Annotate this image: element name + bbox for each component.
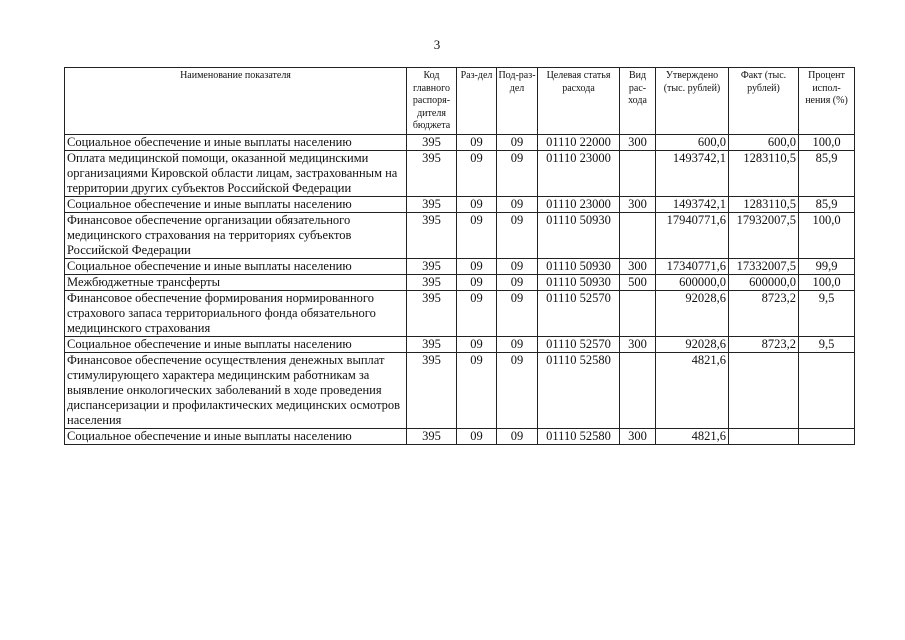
row-percent (799, 352, 855, 428)
row-subsection: 09 (497, 336, 538, 352)
row-code: 395 (407, 196, 457, 212)
row-section: 09 (457, 352, 497, 428)
row-code: 395 (407, 336, 457, 352)
table-row (65, 336, 855, 352)
row-fact: 17332007,5 (729, 258, 799, 274)
row-fact: 600000,0 (729, 274, 799, 290)
row-target: 01110 23000 (538, 150, 620, 196)
row-subsection: 09 (497, 258, 538, 274)
row-fact: 8723,2 (729, 336, 799, 352)
row-type: 300 (620, 196, 656, 212)
row-approved: 17340771,6 (656, 258, 729, 274)
table-row (65, 258, 855, 274)
row-fact: 600,0 (729, 134, 799, 150)
row-approved: 1493742,1 (656, 150, 729, 196)
header-name: Наименование показателя (65, 68, 407, 135)
row-percent: 85,9 (799, 150, 855, 196)
row-target: 01110 50930 (538, 212, 620, 258)
header-approved: Утверждено (тыс. рублей) (656, 68, 729, 135)
row-target: 01110 52570 (538, 336, 620, 352)
row-percent: 99,9 (799, 258, 855, 274)
row-section: 09 (457, 258, 497, 274)
row-target: 01110 23000 (538, 196, 620, 212)
row-approved: 92028,6 (656, 290, 729, 336)
row-code: 395 (407, 352, 457, 428)
row-fact (729, 352, 799, 428)
row-approved: 1493742,1 (656, 196, 729, 212)
row-section: 09 (457, 336, 497, 352)
table-header-row (65, 68, 855, 135)
row-section: 09 (457, 274, 497, 290)
row-name: Социальное обеспечение и иные выплаты населению (65, 134, 407, 150)
row-type: 300 (620, 428, 656, 444)
row-approved: 92028,6 (656, 336, 729, 352)
row-code: 395 (407, 290, 457, 336)
row-section: 09 (457, 428, 497, 444)
row-code: 395 (407, 212, 457, 258)
row-name: Социальное обеспечение и иные выплаты населению (65, 336, 407, 352)
row-subsection: 09 (497, 150, 538, 196)
row-name: Финансовое обеспечение формирования нормированного страхового запаса территориального фонда обязательного медицинского страхования (65, 290, 407, 336)
row-fact (729, 428, 799, 444)
row-name: Финансовое обеспечение осуществления денежных выплат стимулирующего характера медицинским работникам за выявление онкологических заболеваний в ходе проведения диспансеризации и профилактических медицинских осмотров населения (65, 352, 407, 428)
row-approved: 4821,6 (656, 428, 729, 444)
header-subsection: Под-раз-дел (497, 68, 538, 135)
row-percent: 85,9 (799, 196, 855, 212)
table-row (65, 428, 855, 444)
row-type (620, 150, 656, 196)
row-subsection: 09 (497, 134, 538, 150)
row-type (620, 352, 656, 428)
row-percent: 100,0 (799, 274, 855, 290)
row-section: 09 (457, 134, 497, 150)
page-number: 3 (433, 37, 441, 52)
row-approved: 4821,6 (656, 352, 729, 428)
row-target: 01110 50930 (538, 274, 620, 290)
table-row (65, 290, 855, 336)
row-percent: 100,0 (799, 134, 855, 150)
row-subsection: 09 (497, 274, 538, 290)
row-fact: 8723,2 (729, 290, 799, 336)
header-percent: Процент испол-нения (%) (799, 68, 855, 135)
row-approved: 17940771,6 (656, 212, 729, 258)
row-percent: 100,0 (799, 212, 855, 258)
budget-execution-table (64, 67, 855, 445)
row-subsection: 09 (497, 290, 538, 336)
row-code: 395 (407, 258, 457, 274)
row-fact: 1283110,5 (729, 196, 799, 212)
row-code: 395 (407, 274, 457, 290)
row-type: 300 (620, 134, 656, 150)
table-row (65, 274, 855, 290)
row-percent (799, 428, 855, 444)
table-row (65, 150, 855, 196)
row-code: 395 (407, 428, 457, 444)
row-name: Социальное обеспечение и иные выплаты населению (65, 196, 407, 212)
table-row (65, 352, 855, 428)
table-row (65, 212, 855, 258)
row-target: 01110 22000 (538, 134, 620, 150)
row-target: 01110 52580 (538, 428, 620, 444)
row-approved: 600,0 (656, 134, 729, 150)
row-subsection: 09 (497, 196, 538, 212)
row-code: 395 (407, 150, 457, 196)
row-fact: 17932007,5 (729, 212, 799, 258)
header-type: Вид рас-хода (620, 68, 656, 135)
row-approved: 600000,0 (656, 274, 729, 290)
row-subsection: 09 (497, 352, 538, 428)
row-section: 09 (457, 290, 497, 336)
row-name: Социальное обеспечение и иные выплаты населению (65, 258, 407, 274)
row-section: 09 (457, 150, 497, 196)
table-row (65, 196, 855, 212)
row-type (620, 212, 656, 258)
row-name: Финансовое обеспечение организации обязательного медицинского страхования на территориях субъектов Российской Федерации (65, 212, 407, 258)
header-fact: Факт (тыс. рублей) (729, 68, 799, 135)
row-subsection: 09 (497, 212, 538, 258)
row-name: Межбюджетные трансферты (65, 274, 407, 290)
row-type (620, 290, 656, 336)
header-code: Код главного распоря-дителя бюджета (407, 68, 457, 135)
row-name: Социальное обеспечение и иные выплаты населению (65, 428, 407, 444)
row-target: 01110 52570 (538, 290, 620, 336)
row-target: 01110 50930 (538, 258, 620, 274)
row-code: 395 (407, 134, 457, 150)
row-name: Оплата медицинской помощи, оказанной медицинскими организациями Кировской области лицам, застрахованным на территории других субъектов Российской Федерации (65, 150, 407, 196)
table-row (65, 134, 855, 150)
row-type: 500 (620, 274, 656, 290)
row-percent: 9,5 (799, 336, 855, 352)
row-target: 01110 52580 (538, 352, 620, 428)
header-target: Целевая статья расхода (538, 68, 620, 135)
row-subsection: 09 (497, 428, 538, 444)
row-type: 300 (620, 258, 656, 274)
row-section: 09 (457, 196, 497, 212)
header-section: Раз-дел (457, 68, 497, 135)
row-type: 300 (620, 336, 656, 352)
row-section: 09 (457, 212, 497, 258)
row-fact: 1283110,5 (729, 150, 799, 196)
row-percent: 9,5 (799, 290, 855, 336)
